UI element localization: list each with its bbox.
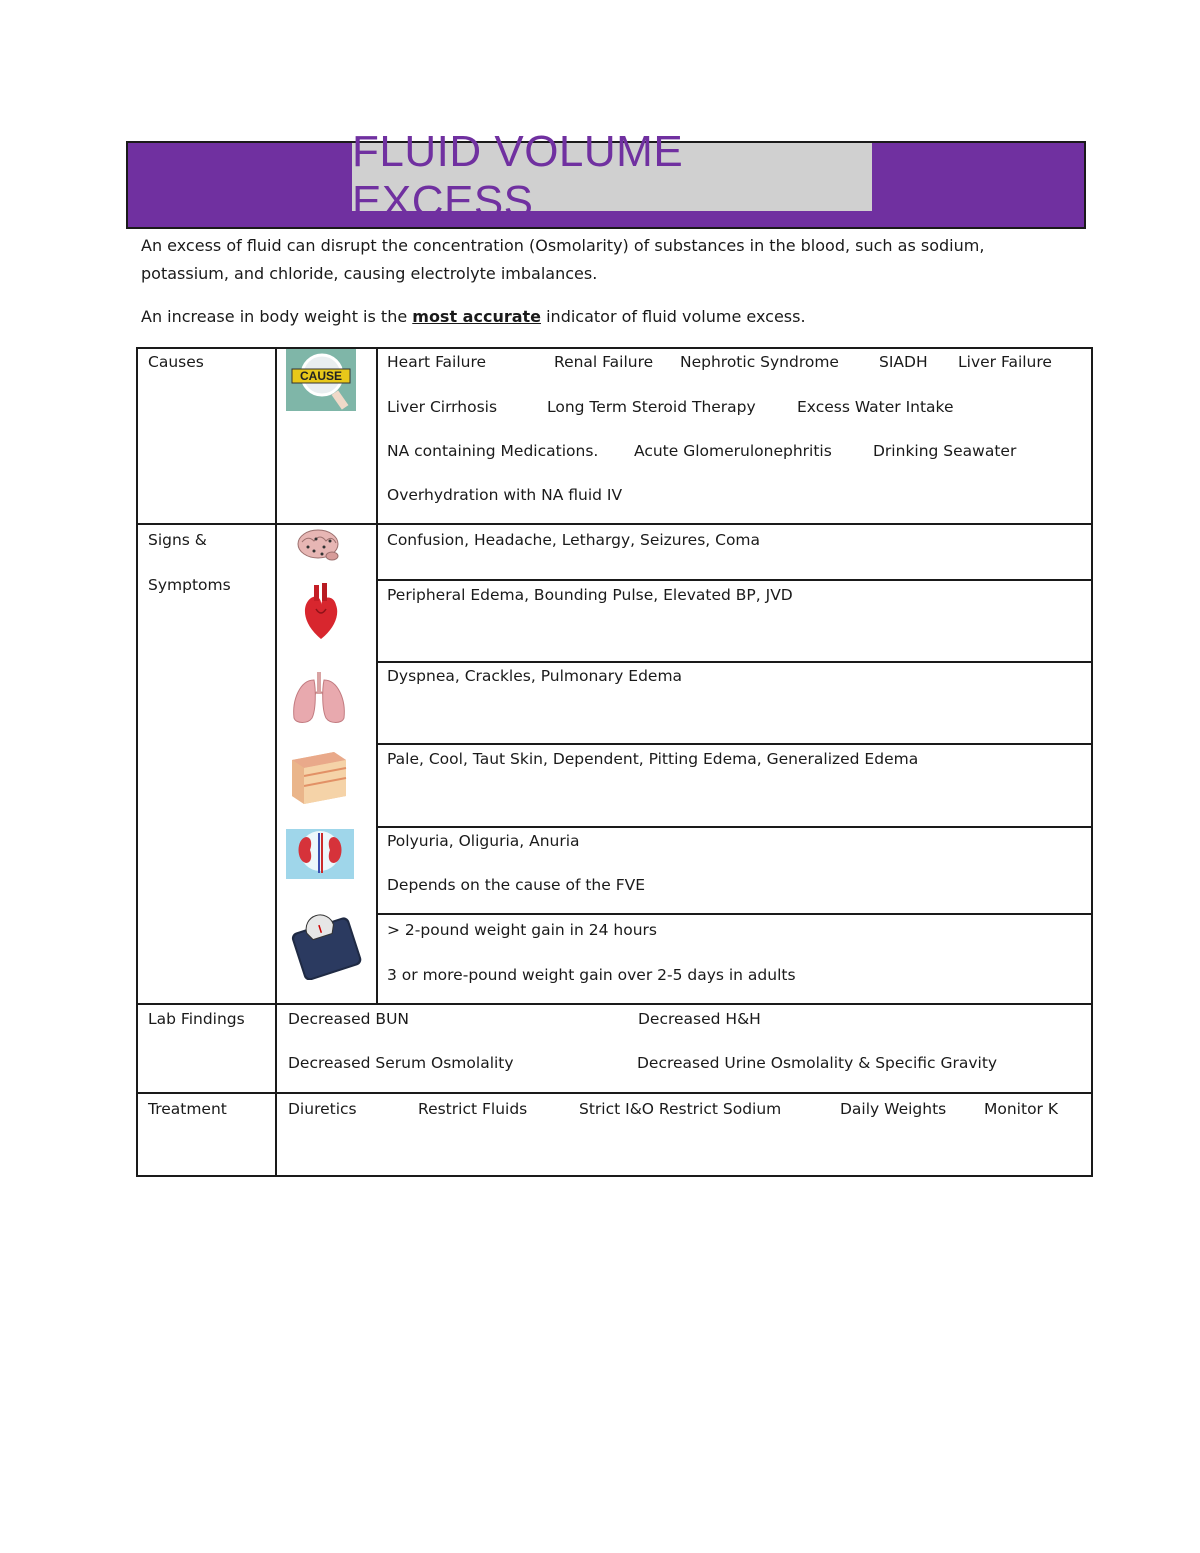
intro-paragraph-2 [141,303,1076,331]
row-label-lab: Lab Findings [148,1010,245,1028]
treatment-restrict-fluids: Restrict Fluids [418,1100,528,1118]
cause-long-term-steroid: Long Term Steroid Therapy [547,398,756,416]
heart-icon [300,583,342,641]
table-border-top [136,347,1093,349]
intro-line-2: potassium, and chloride, causing electrolyte imbalances. [141,264,598,283]
sign-renal-2: Depends on the cause of the FVE [387,876,646,894]
brain-icon [296,527,342,563]
row-divider-sign-2 [376,661,1093,663]
treatment-monitor-k: Monitor K [984,1100,1059,1118]
cause-renal-failure: Renal Failure [554,353,654,371]
cause-magnifier-icon [286,349,356,411]
row-divider-sign-3 [376,743,1093,745]
cause-liver-failure: Liver Failure [958,353,1052,371]
scale-icon [286,914,366,980]
table-border-right [1091,347,1093,1177]
cause-nephrotic-syndrome: Nephrotic Syndrome [680,353,839,371]
lungs-icon [286,666,352,730]
page-title: FLUID VOLUME EXCESS [352,127,684,226]
treatment-daily-weights: Daily Weights [840,1100,947,1118]
lab-urine-osmolality: Decreased Urine Osmolality & Specific Gravity [637,1054,998,1072]
row-divider-causes [136,523,1093,525]
row-divider-sign-4 [376,826,1093,828]
sign-respiratory: Dyspnea, Crackles, Pulmonary Edema [387,667,683,685]
intro-line-1: An excess of fluid can disrupt the concentration (Osmolarity) of substances in the blood, such as sodium, [141,236,985,255]
sign-weight-1: > 2-pound weight gain in 24 hours [387,921,657,939]
cause-liver-cirrhosis: Liver Cirrhosis [387,398,498,416]
row-label-signs-2: Symptoms [148,576,231,594]
cause-overhydration: Overhydration with NA fluid IV [387,486,623,504]
lab-serum-osmolality: Decreased Serum Osmolality [288,1054,514,1072]
intro-paragraph-1 [141,232,1076,288]
lab-bun: Decreased BUN [288,1010,410,1028]
cause-icon-text: CAUSE [299,369,343,383]
table-border-left [136,347,138,1177]
row-label-treatment: Treatment [148,1100,227,1118]
row-divider-lab [136,1092,1093,1094]
intro-p2-before: An increase in body weight is the [141,307,413,326]
row-divider-sign-5 [376,913,1093,915]
table-border-bottom [136,1175,1093,1177]
row-divider-sign-1 [376,579,1093,581]
cause-na-medications: NA containing Medications. [387,442,599,460]
lab-hh: Decreased H&H [638,1010,761,1028]
cause-acute-glomerulonephritis: Acute Glomerulonephritis [634,442,832,460]
treatment-diuretics: Diuretics [288,1100,357,1118]
sign-weight-2: 3 or more-pound weight gain over 2-5 days in adults [387,966,796,984]
cause-excess-water: Excess Water Intake [797,398,954,416]
intro-p2-emphasis: most accurate [412,307,542,326]
sign-cardio: Peripheral Edema, Bounding Pulse, Elevated BP, JVD [387,586,793,604]
intro-p2-after: indicator of fluid volume excess. [541,307,806,326]
cause-heart-failure: Heart Failure [387,353,487,371]
row-label-causes: Causes [148,353,204,371]
cause-siadh: SIADH [879,353,928,371]
kidney-icon [286,829,354,879]
sign-renal-1: Polyuria, Oliguria, Anuria [387,832,580,850]
skin-icon [286,746,352,808]
table-col-divider-2 [376,347,378,1005]
title-banner [126,127,1086,229]
table-col-divider-1 [275,347,277,1177]
sign-neuro: Confusion, Headache, Lethargy, Seizures, Coma [387,531,761,549]
row-label-signs-1: Signs & [148,531,207,549]
sign-skin: Pale, Cool, Taut Skin, Dependent, Pitting Edema, Generalized Edema [387,750,919,768]
cause-drinking-seawater: Drinking Seawater [873,442,1017,460]
treatment-strict-io: Strict I&O Restrict Sodium [579,1100,782,1118]
row-divider-signs [136,1003,1093,1005]
title-box [352,127,872,226]
